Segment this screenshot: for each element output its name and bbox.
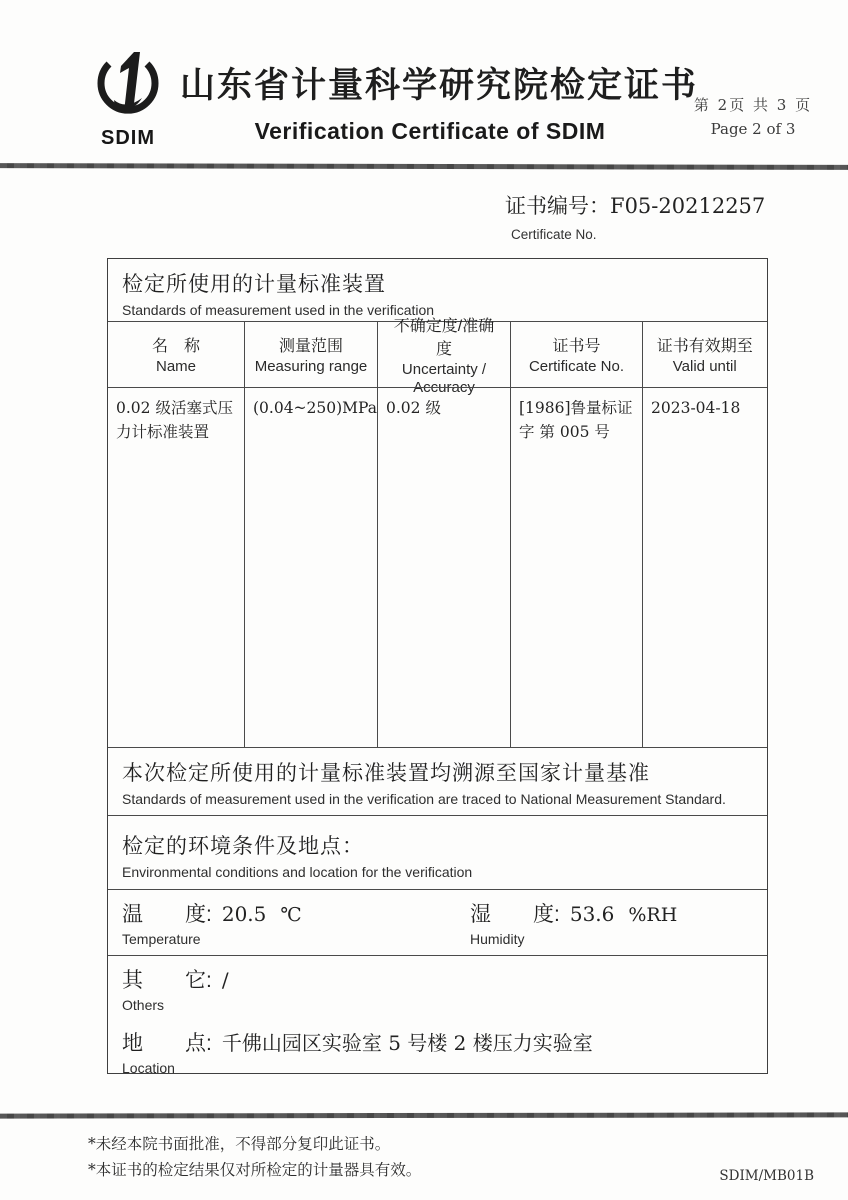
standards-title-zh: 检定所使用的计量标准装置 bbox=[122, 273, 386, 296]
page-indicator bbox=[678, 93, 828, 141]
table-row-cell-name: 0.02 级活塞式压力计标准装置 bbox=[108, 387, 245, 747]
location-label-zh: 地 点: bbox=[122, 1032, 212, 1055]
others-field bbox=[122, 964, 753, 1013]
bottom-divider bbox=[0, 1112, 848, 1118]
title-english: Verification Certificate of SDIM bbox=[254, 118, 606, 144]
standards-title-en: Standards of measurement used in the verification bbox=[122, 302, 435, 318]
sdim-logo bbox=[86, 50, 170, 150]
col-header-valid-until: 证书有效期至 Valid until bbox=[643, 321, 767, 387]
standards-table bbox=[108, 318, 767, 747]
environment-title-en: Environmental conditions and location for the verification bbox=[122, 864, 473, 880]
location-label-en: Location bbox=[122, 1060, 175, 1076]
table-row-cell-accuracy: 0.02 级 bbox=[378, 387, 511, 747]
document-title bbox=[180, 58, 699, 145]
footer-note-1: *未经本院书面批准，不得部分复印此证书。 bbox=[88, 1135, 391, 1153]
humidity-field bbox=[470, 898, 677, 947]
humidity-value: 53.6 bbox=[569, 902, 615, 926]
col-header-uncertainty: 不确定度/准确度 Uncertainty / Accuracy bbox=[378, 321, 511, 387]
certificate-number-label-en: Certificate No. bbox=[511, 227, 597, 242]
form-number: SDIM/MB01B bbox=[719, 1168, 814, 1184]
standards-section-header bbox=[108, 259, 767, 321]
sdim-emblem-icon bbox=[88, 50, 168, 126]
certificate-number-value: F05-20212257 bbox=[610, 194, 766, 218]
location-field bbox=[122, 1027, 753, 1076]
traceability-statement bbox=[108, 747, 767, 815]
table-row-cell-range: (0.04~250)MPa bbox=[245, 387, 378, 747]
col-header-name: 名 称 Name bbox=[108, 321, 245, 387]
others-label-zh: 其 它: bbox=[122, 969, 212, 992]
col-header-certificate-no: 证书号 Certificate No. bbox=[511, 321, 643, 387]
table-row-cell-valid-until: 2023-04-18 bbox=[643, 387, 767, 747]
location-value: 千佛山园区实验室 5 号楼 2 楼压力实验室 bbox=[221, 1031, 593, 1055]
traceability-zh: 本次检定所使用的计量标准装置均溯源至国家计量基准 bbox=[122, 762, 650, 785]
others-location-row bbox=[108, 955, 767, 1075]
certificate-number bbox=[505, 190, 765, 242]
environment-section-header bbox=[108, 815, 767, 889]
title-chinese: 山东省计量科学研究院检定证书 bbox=[180, 65, 699, 106]
traceability-en: Standards of measurement used in the verification are traced to National Measurement Standard. bbox=[122, 791, 726, 807]
others-value: / bbox=[221, 968, 229, 992]
humidity-label-en: Humidity bbox=[470, 931, 525, 947]
temperature-humidity-row bbox=[108, 889, 767, 955]
col-header-range: 测量范围 Measuring range bbox=[245, 321, 378, 387]
temperature-value: 20.5 bbox=[221, 902, 267, 926]
page-indicator-zh: 第 2页 共 3 页 bbox=[693, 96, 813, 114]
temperature-unit: ℃ bbox=[280, 904, 302, 926]
logo-text: SDIM bbox=[101, 127, 155, 149]
certificate-body bbox=[107, 258, 768, 1074]
footer-note-2: *本证书的检定结果仅对所检定的计量器具有效。 bbox=[88, 1160, 422, 1179]
humidity-unit: %RH bbox=[628, 904, 678, 926]
footer-notes bbox=[88, 1132, 421, 1183]
certificate-number-label: 证书编号： bbox=[505, 194, 610, 218]
temperature-label-zh: 温 度: bbox=[122, 903, 212, 926]
page-indicator-en: Page 2 of 3 bbox=[710, 120, 796, 138]
environment-title-zh: 检定的环境条件及地点： bbox=[122, 835, 364, 858]
temperature-label-en: Temperature bbox=[122, 931, 201, 947]
top-divider bbox=[0, 163, 848, 170]
humidity-label-zh: 湿 度: bbox=[470, 903, 560, 926]
others-label-en: Others bbox=[122, 997, 165, 1013]
table-row-cell-certificate-no: [1986]鲁量标证字 第 005 号 bbox=[511, 387, 643, 747]
